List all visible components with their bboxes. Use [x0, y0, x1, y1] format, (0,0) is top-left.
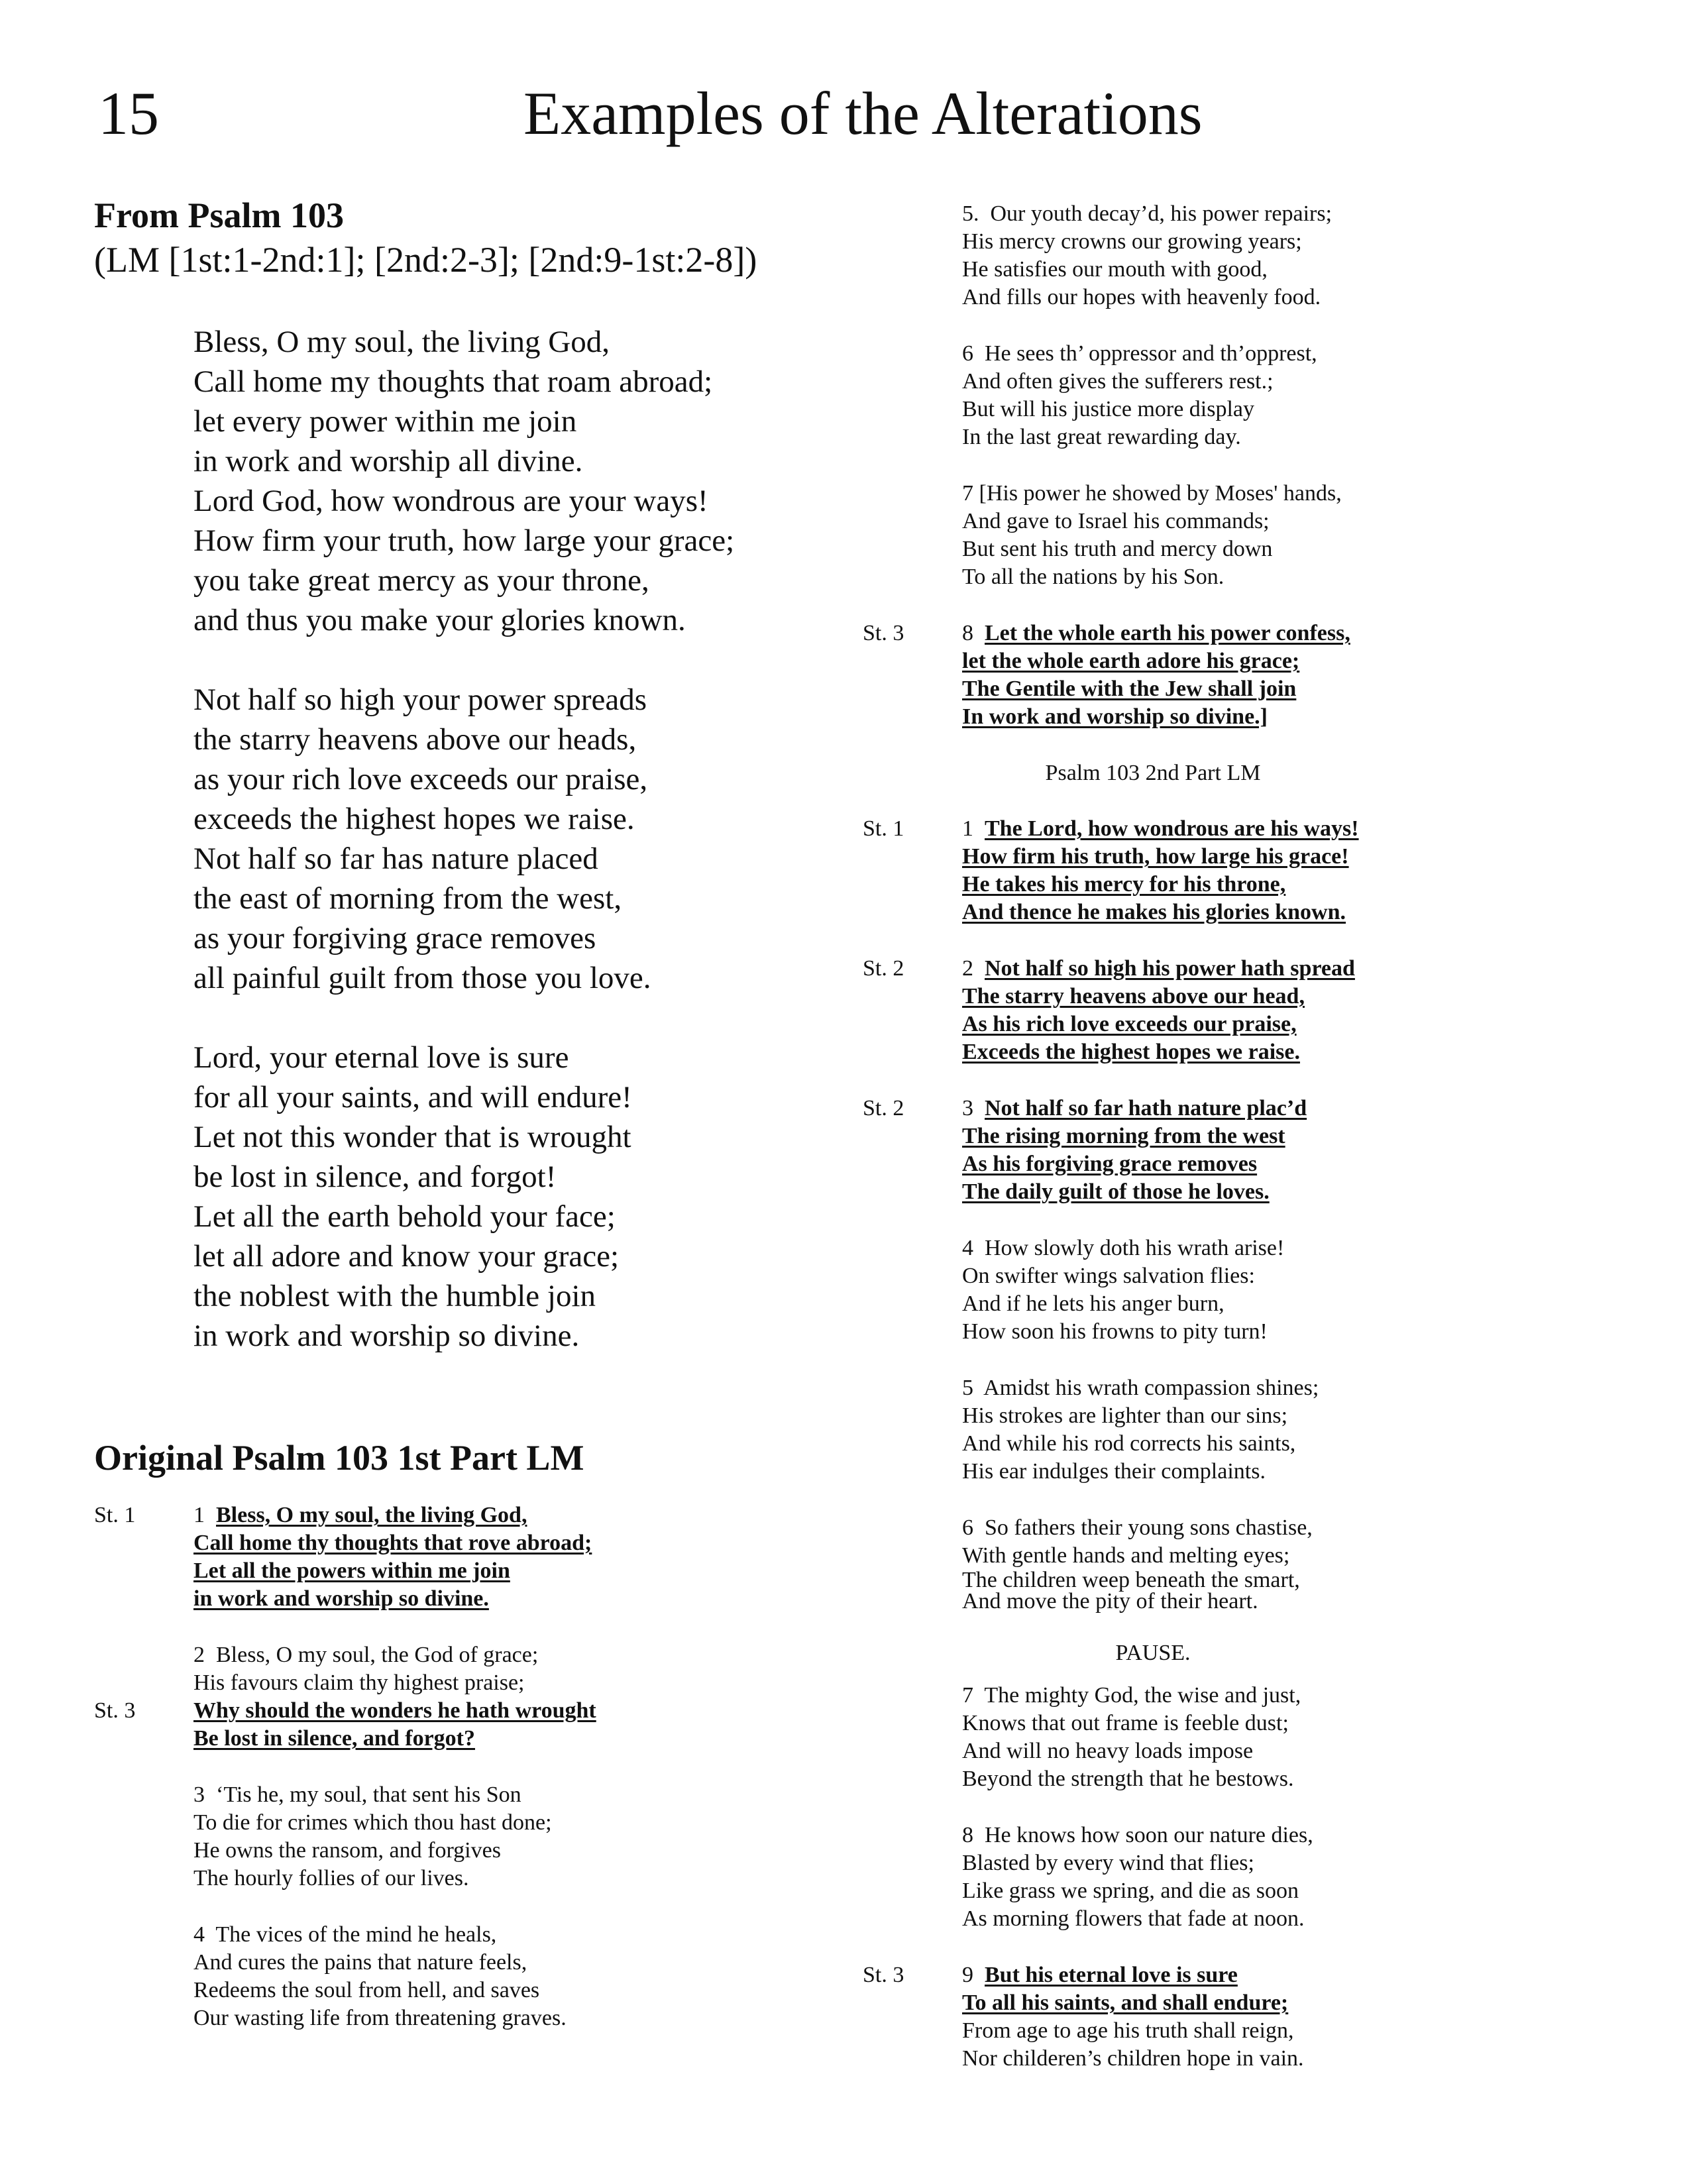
underlined-line: The Lord, how wondrous are his ways! [985, 816, 1359, 841]
underlined-line: Bless, O my soul, the living God, [216, 1503, 527, 1527]
verse-line: From age to age his truth shall reign, [962, 2018, 1294, 2043]
verse-line: And cures the pains that nature feels, [193, 1950, 527, 1975]
poem-line: all painful guilt from those you love. [193, 961, 651, 995]
stanza-label: St. 1 [94, 1503, 136, 1527]
verse-line: In the last great rewarding day. [962, 425, 1241, 449]
poem-line: and thus you make your glories known. [193, 603, 686, 637]
poem-line: Let not this wonder that is wrought [193, 1120, 631, 1154]
second-verse-2 [962, 955, 1355, 1066]
underlined-line: The Gentile with the Jew shall join [962, 677, 1297, 701]
original-psalm-heading: Original Psalm 103 1st Part LM [94, 1438, 584, 1478]
stanza-label: St. 2 [863, 1096, 904, 1120]
second-verse-4 [962, 1234, 1284, 1346]
poem-line: Bless, O my soul, the living God, [193, 325, 610, 359]
verse-line: He owns the ransom, and forgives [193, 1838, 501, 1863]
poem-line: as your rich love exceeds our praise, [193, 762, 648, 796]
verse-line: Nor childeren’s children hope in vain. [962, 2046, 1304, 2071]
verse-line: On swifter wings salvation flies: [962, 1264, 1255, 1288]
modern-stanza [193, 1038, 734, 1356]
verse-line: 6 So fathers their young sons chastise, [962, 1515, 1313, 1540]
stanza-label: St. 3 [863, 621, 904, 645]
underlined-line: let the whole earth adore his grace; [962, 649, 1300, 673]
second-verse-1 [962, 815, 1359, 926]
underlined-line: Exceeds the highest hopes we raise. [962, 1040, 1300, 1064]
second-verse-3 [962, 1095, 1307, 1206]
poem-line: Not half so far has nature placed [193, 842, 598, 876]
from-psalm-heading: From Psalm 103 [94, 195, 344, 235]
underlined-line: But his eternal love is sure [985, 1963, 1238, 1987]
original-verse-2 [193, 1641, 596, 1753]
poem-line: Call home my thoughts that roam abroad; [193, 364, 713, 399]
verse-line: The hourly follies of our lives. [193, 1866, 469, 1890]
verse-line: Like grass we spring, and die as soon [962, 1879, 1299, 1903]
verse-line: And fills our hopes with heavenly food. [962, 285, 1321, 309]
underlined-line: As his forgiving grace removes [962, 1152, 1258, 1176]
stanza-label: St. 3 [94, 1698, 136, 1723]
verse-line: To die for crimes which thou hast done; [193, 1810, 552, 1835]
second-verse-6 [962, 1514, 1313, 1612]
from-psalm-subheading: (LM [1st:1-2nd:1]; [2nd:2-3]; [2nd:9-1st:2-8]) [94, 240, 757, 280]
verse-line: And move the pity of their heart. [962, 1589, 1258, 1613]
verse-number: 8 [962, 621, 985, 645]
second-part-title: Psalm 103 2nd Part LM [1045, 761, 1261, 785]
modern-stanza [193, 680, 734, 998]
verse-line: 6 He sees th’ oppressor and th’opprest, [962, 341, 1317, 366]
verse-line: But sent his truth and mercy down [962, 537, 1273, 561]
verse-line: His strokes are lighter than our sins; [962, 1403, 1288, 1428]
verse-line: Beyond the strength that he bestows. [962, 1767, 1294, 1791]
poem-line: Lord, your eternal love is sure [193, 1040, 569, 1075]
poem-line: you take great mercy as your throne, [193, 563, 649, 598]
underlined-line: Why should the wonders he hath wrought [193, 1698, 596, 1723]
poem-line: How firm your truth, how large your grace; [193, 523, 735, 558]
original-verse-5 [962, 200, 1332, 311]
verse-line: 7 The mighty God, the wise and just, [962, 1683, 1301, 1708]
poem-line: Lord God, how wondrous are your ways! [193, 484, 708, 518]
poem-line: the starry heavens above our heads, [193, 722, 637, 757]
poem-line: Not half so high your power spreads [193, 682, 647, 717]
verse-line: He satisfies our mouth with good, [962, 257, 1268, 282]
second-verse-9 [962, 1961, 1304, 2073]
original-verse-4 [193, 1921, 567, 2032]
verse-number: 2 [962, 956, 985, 981]
verse-line: 5. Our youth decay’d, his power repairs; [962, 201, 1333, 226]
underlined-line: The starry heavens above our head, [962, 984, 1305, 1009]
modern-poem [193, 322, 734, 1356]
verse-line: 5 Amidst his wrath compassion shines; [962, 1376, 1319, 1400]
verse-line: And will no heavy loads impose [962, 1739, 1254, 1763]
verse-line: But will his justice more display [962, 397, 1255, 421]
verse-line: With gentle hands and melting eyes; [962, 1543, 1290, 1568]
underlined-line: As his rich love exceeds our praise, [962, 1012, 1297, 1036]
poem-line: the east of morning from the west, [193, 881, 622, 916]
verse-line: 2 Bless, O my soul, the God of grace; [193, 1643, 539, 1667]
verse-line: To all the nations by his Son. [962, 565, 1224, 589]
stanza-label: St. 3 [863, 1963, 904, 1987]
underlined-line: Call home thy thoughts that rove abroad; [193, 1531, 592, 1555]
second-verse-7 [962, 1682, 1301, 1793]
verse-line: 4 The vices of the mind he heals, [193, 1922, 497, 1947]
underlined-line: Not half so far hath nature plac’d [985, 1096, 1307, 1120]
underlined-line: Not half so high his power hath spread [985, 956, 1355, 981]
original-verse-6 [962, 340, 1317, 451]
poem-line: in work and worship all divine. [193, 444, 583, 478]
verse-number: 1 [962, 816, 985, 841]
verse-line: And if he lets his anger burn, [962, 1291, 1224, 1316]
poem-line: for all your saints, and will endure! [193, 1080, 632, 1115]
poem-line: let every power within me join [193, 404, 577, 439]
verse-number: 3 [962, 1096, 985, 1120]
underlined-line: in work and worship so divine. [193, 1586, 489, 1611]
underlined-line: In work and worship so divine.] [962, 704, 1268, 729]
underlined-line: The rising morning from the west [962, 1124, 1285, 1148]
poem-line: Let all the earth behold your face; [193, 1199, 616, 1234]
verse-line: As morning flowers that fade at noon. [962, 1906, 1305, 1931]
verse-line: 4 How slowly doth his wrath arise! [962, 1236, 1285, 1260]
underlined-line: To all his saints, and shall endure; [962, 1991, 1289, 2015]
underlined-line: And thence he makes his glories known. [962, 900, 1346, 924]
verse-line: His ear indulges their complaints. [962, 1459, 1266, 1484]
underlined-line: He takes his mercy for his throne, [962, 872, 1286, 897]
poem-line: let all adore and know your grace; [193, 1239, 620, 1274]
page-title: Examples of the Alterations [523, 80, 1203, 147]
verse-number: 9 [962, 1963, 985, 1987]
verse-line: And gave to Israel his commands; [962, 509, 1270, 533]
underlined-line: How firm his truth, how large his grace! [962, 844, 1349, 869]
underlined-line: The daily guilt of those he loves. [962, 1179, 1270, 1204]
verse-line: The children weep beneath the smart, [962, 1568, 1300, 1592]
stanza-label: St. 1 [863, 816, 904, 841]
verse-line: How soon his frowns to pity turn! [962, 1319, 1268, 1344]
verse-line: Knows that out frame is feeble dust; [962, 1711, 1289, 1735]
poem-line: the noblest with the humble join [193, 1279, 596, 1313]
poem-line: as your forgiving grace removes [193, 921, 596, 956]
verse-line: His favours claim thy highest praise; [193, 1670, 525, 1695]
verse-line: 7 [His power he showed by Moses' hands, [962, 481, 1342, 506]
second-verse-8 [962, 1822, 1313, 1933]
underlined-line: Let the whole earth his power confess, [985, 621, 1350, 645]
pause-label: PAUSE. [1115, 1641, 1191, 1665]
page-number: 15 [98, 80, 159, 147]
verse-line: And while his rod corrects his saints, [962, 1431, 1296, 1456]
modern-stanza [193, 322, 734, 640]
verse-line: Our wasting life from threatening graves. [193, 2006, 567, 2030]
second-verse-5 [962, 1374, 1319, 1486]
verse-line: Blasted by every wind that flies; [962, 1851, 1254, 1875]
original-verse-3 [193, 1781, 552, 1892]
underlined-line: Let all the powers within me join [193, 1558, 510, 1583]
verse-line: And often gives the sufferers rest.; [962, 369, 1274, 394]
verse-line: Redeems the soul from hell, and saves [193, 1978, 540, 2002]
original-verse-7 [962, 480, 1342, 591]
verse-line: 8 He knows how soon our nature dies, [962, 1823, 1313, 1847]
verse-line: 3 ‘Tis he, my soul, that sent his Son [193, 1782, 521, 1807]
poem-line: in work and worship so divine. [193, 1319, 580, 1353]
verse-line: His mercy crowns our growing years; [962, 229, 1302, 254]
original-verse-8 [962, 620, 1350, 731]
original-verse-1 [193, 1502, 592, 1613]
poem-line: exceeds the highest hopes we raise. [193, 802, 635, 836]
underlined-line: Be lost in silence, and forgot? [193, 1726, 475, 1751]
poem-line: be lost in silence, and forgot! [193, 1160, 557, 1194]
stanza-label: St. 2 [863, 956, 904, 981]
verse-number: 1 [193, 1503, 216, 1527]
